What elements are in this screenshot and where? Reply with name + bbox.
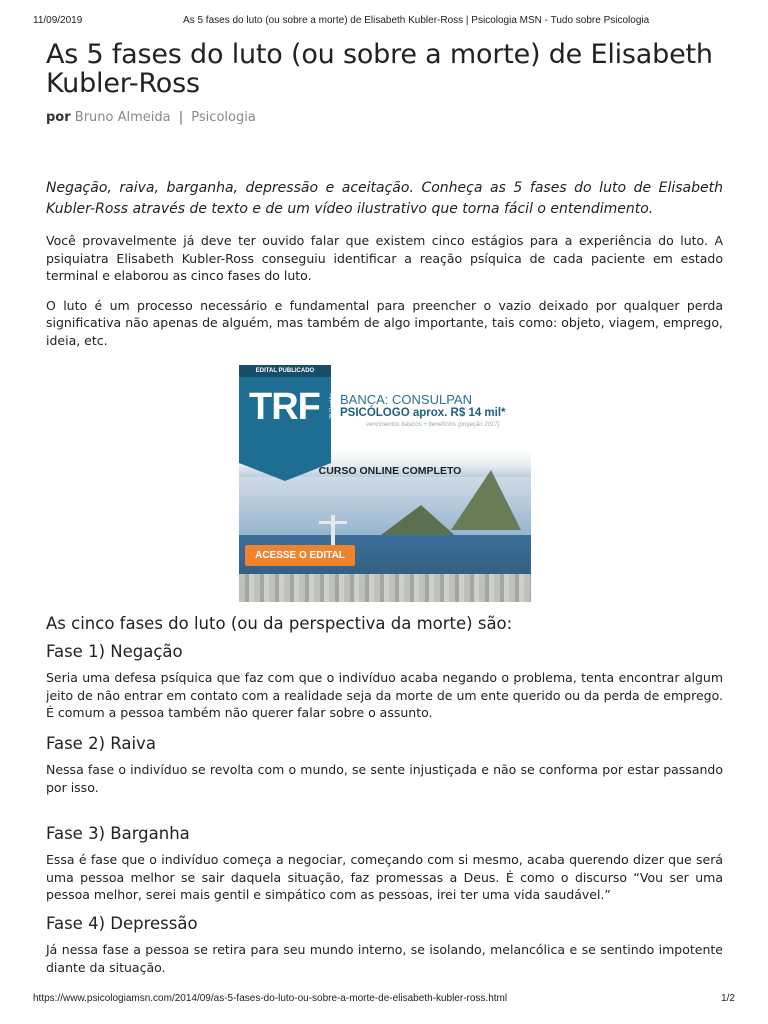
phase-text: Essa é fase que o indivíduo começa a negociar, começando com si mesmo, acaba querendo dizer que será uma pessoa melhor se sair daquela situação, faz promessas a Deus. É como o discurso “Vou ser uma pessoa melhor, serei mais gentil e simpático com as pessoas, irei ter uma vida saudável.” (46, 852, 723, 902)
category-link[interactable]: Psicologia (191, 110, 256, 125)
print-page-title: As 5 fases do luto (ou sobre a morte) de Elisabeth Kubler-Ross | Psicologia MSN - Tudo sobre Psicologia (183, 15, 650, 26)
article (46, 39, 723, 975)
ad-badge-top: EDITAL PUBLICADO (239, 365, 331, 377)
phase-section (46, 824, 723, 904)
ad-banca: BANCA: CONSULPAN (340, 392, 472, 407)
ad-cta-button[interactable]: ACESSE O EDITAL (245, 545, 355, 566)
byline (46, 110, 723, 125)
ad-banner[interactable] (239, 365, 531, 602)
ad-city (239, 574, 531, 602)
phase-title: Fase 3) Barganha (46, 824, 190, 843)
ad-badge (239, 365, 335, 463)
phase-text: Já nessa fase a pessoa se retira para seu mundo interno, se isolando, melancólica e se sentindo impotente diante da situação. (46, 942, 723, 975)
ad-course: CURSO ONLINE COMPLETO (318, 465, 462, 477)
print-footer (33, 993, 735, 1004)
section-heading: As cinco fases do luto (ou da perspectiva da morte) são: (46, 614, 513, 633)
ad-statue-arms (319, 521, 347, 524)
paragraph: Você provavelmente já deve ter ouvido falar que existem cinco estágios para a experiência do luto. A psiquiatra Elisabeth Kubler-Ross conseguiu identificar a reação psíquica de cada paciente em estado terminal e elaborou as cinco fases do luto. (46, 233, 723, 283)
phase-section (46, 914, 723, 976)
ad-salary: PSICÓLOGO aprox. R$ 14 mil* (340, 407, 506, 419)
ad-note: vencimentos básicos + benefícios (projeção 2017) (366, 422, 500, 428)
print-header (33, 15, 735, 26)
byline-separator: | (178, 110, 184, 125)
article-lead: Negação, raiva, barganha, depressão e aceitação. Conheça as 5 fases do luto de Elisabeth Kubler-Ross através de texto e de um vídeo ilustrativo que torna fácil o entendimento. (46, 180, 723, 217)
ad-badge-main: TRF (249, 386, 320, 428)
print-page-number: 1/2 (721, 993, 735, 1004)
author-link[interactable]: Bruno Almeida (74, 110, 171, 125)
phase-title: Fase 1) Negação (46, 642, 183, 661)
byline-prefix: por (46, 110, 71, 125)
phase-section (46, 642, 723, 722)
phase-title: Fase 2) Raiva (46, 734, 156, 753)
print-date: 11/09/2019 (33, 15, 83, 26)
phase-section (46, 734, 723, 796)
phase-title: Fase 4) Depressão (46, 914, 198, 933)
article-title: As 5 fases do luto (ou sobre a morte) de Elisabeth Kubler-Ross (46, 39, 713, 99)
print-url: https://www.psicologiamsn.com/2014/09/as-5-fases-do-luto-ou-sobre-a-morte-de-elisabeth-kubler-ross.html (33, 993, 508, 1004)
phase-text: Nessa fase o indivíduo se revolta com o mundo, se sente injustiçada e não se conforma por estar passando por isso. (46, 762, 723, 795)
paragraph: O luto é um processo necessário e fundamental para preencher o vazio deixado por qualquer perda significativa não apenas de alguém, mas também de algo importante, tais como: objeto, viagem, emprego, ideia, etc. (46, 297, 723, 348)
ad-badge-side: 2ª Região (329, 393, 335, 420)
ad-sugarloaf (451, 470, 521, 530)
phase-text: Seria uma defesa psíquica que faz com que o indivíduo acaba negando o problema, tenta encontrar algum jeito de não entrar em contato com a realidade seja da morte de um ente querido ou da perda de emprego. É comum a pessoa também não querer falar sobre o assunto. (46, 670, 723, 720)
